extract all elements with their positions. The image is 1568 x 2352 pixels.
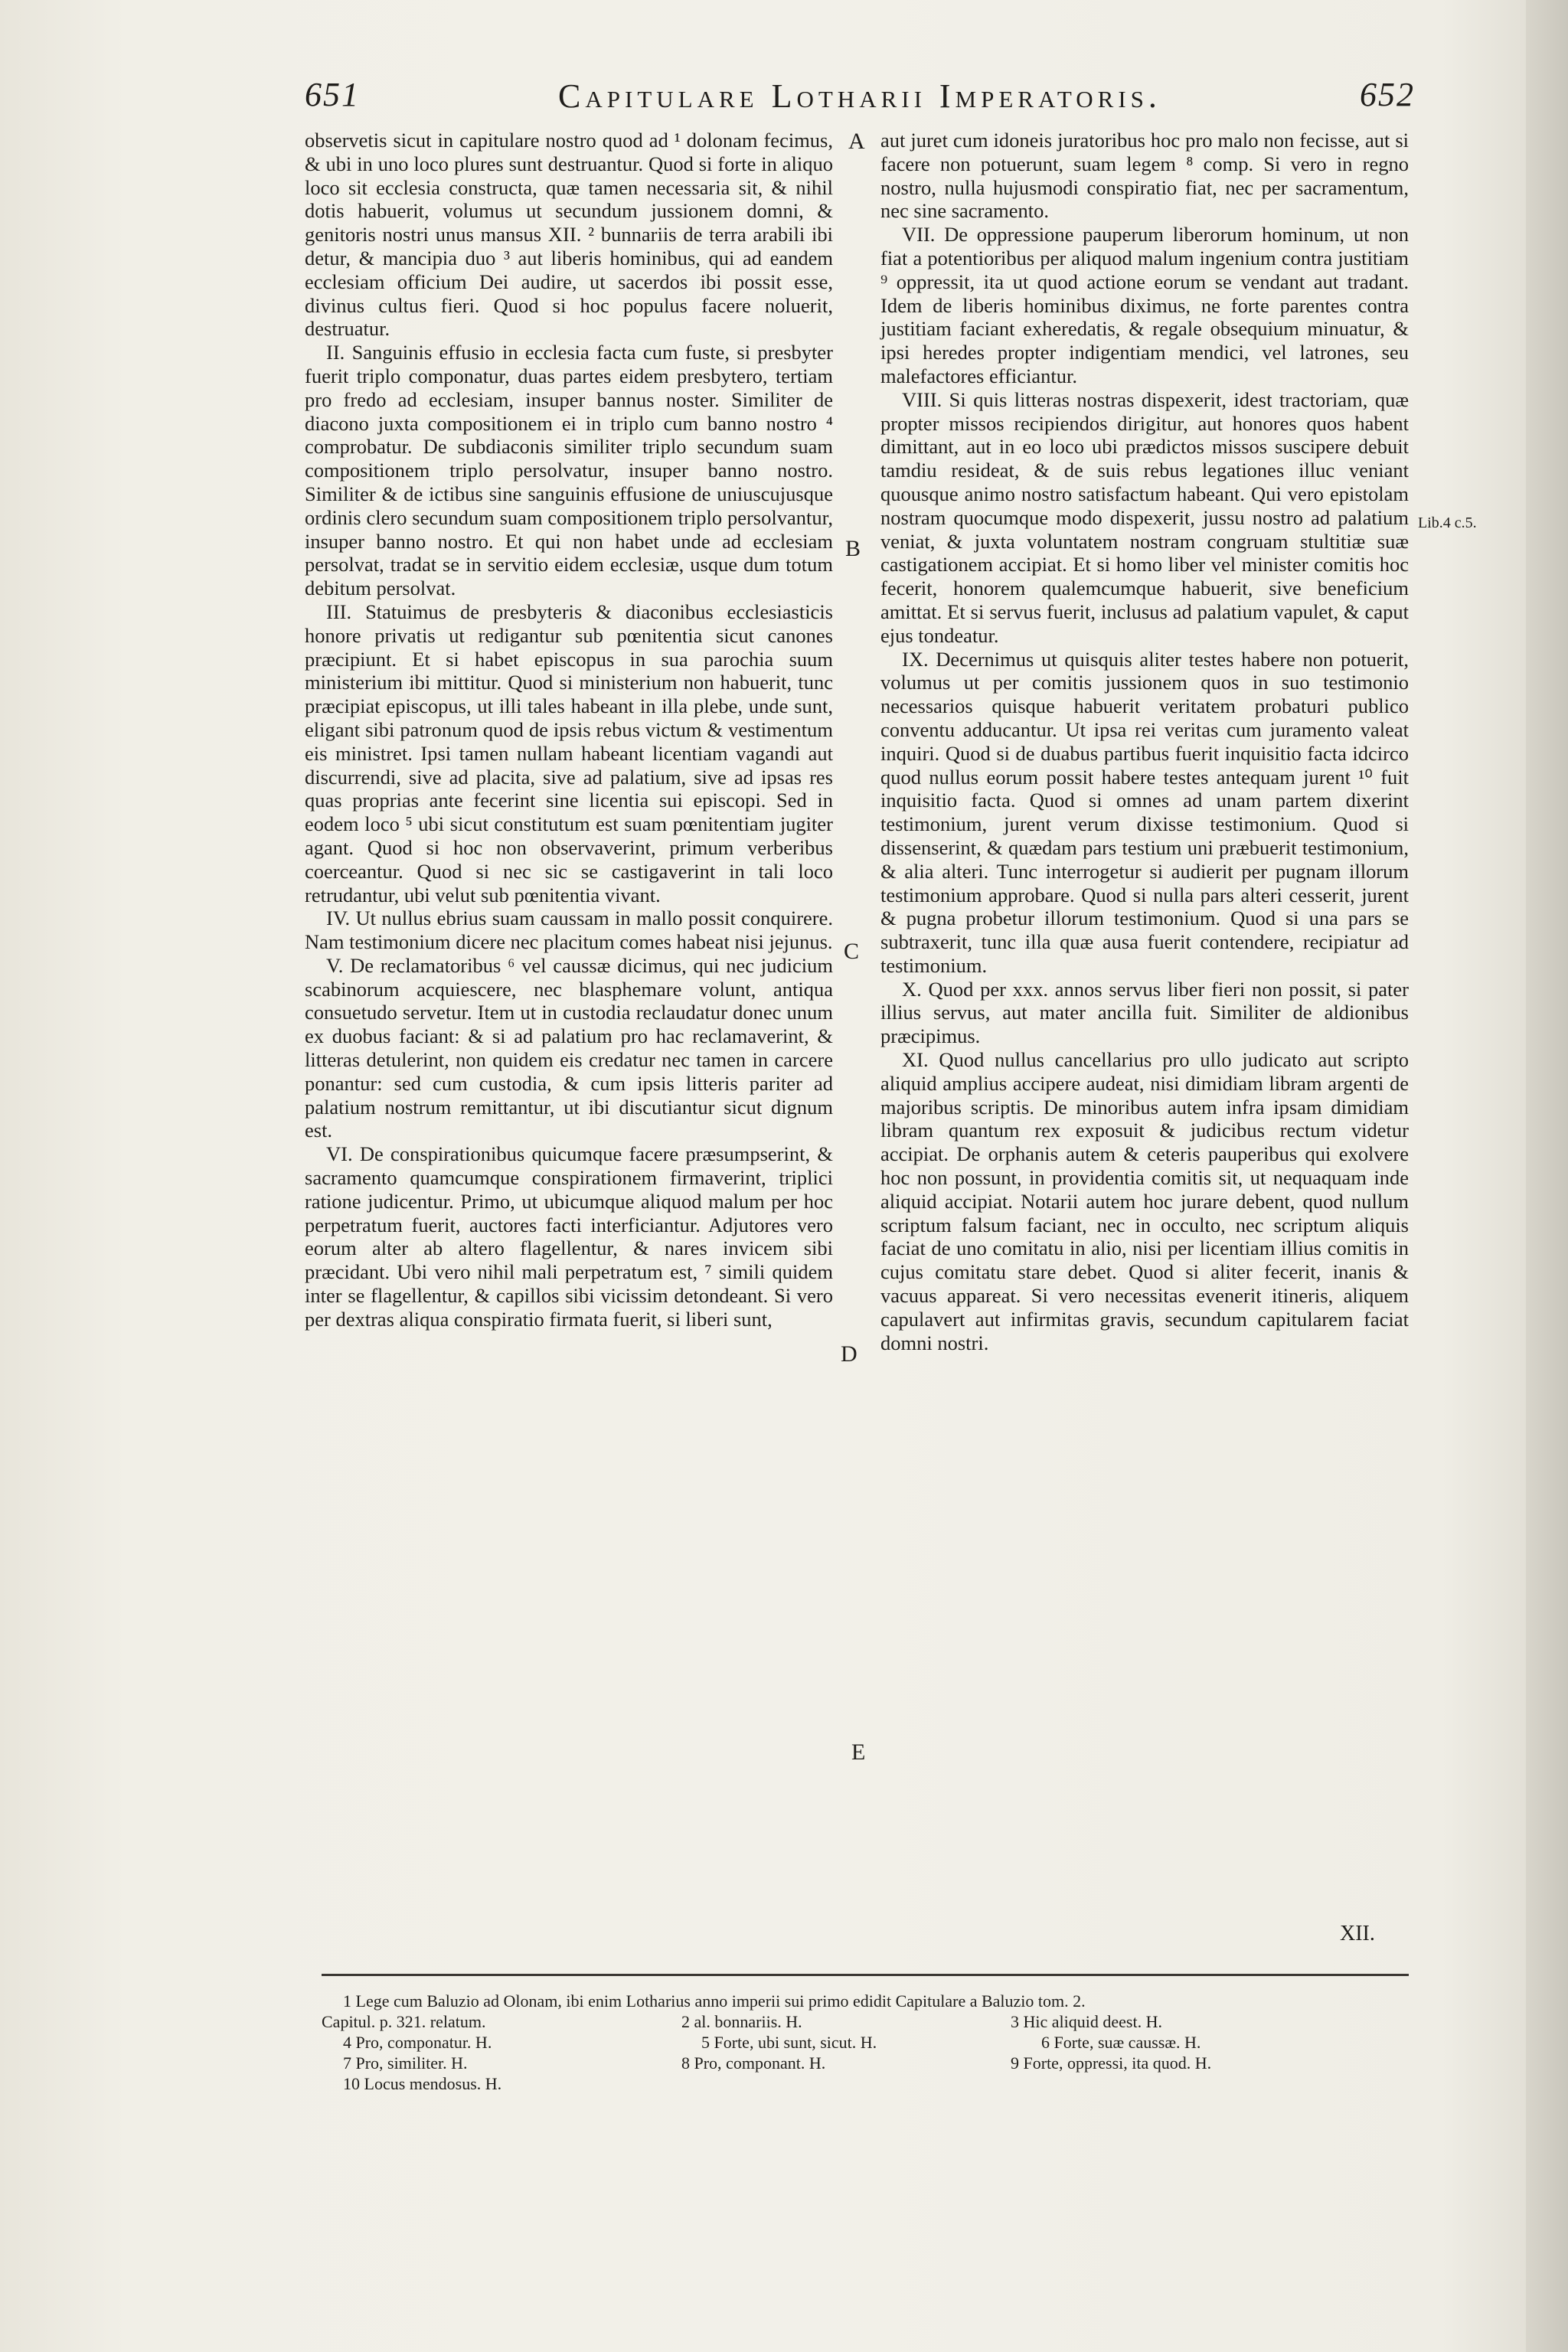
footnote-rule xyxy=(322,1974,1409,1976)
margin-letter-b: B xyxy=(845,536,861,561)
footnote: 4 Pro, componatur. H. xyxy=(343,2033,492,2052)
footnote-row xyxy=(322,1991,1409,2011)
footnote: 9 Forte, oppressi, ita quod. H. xyxy=(1011,2053,1212,2073)
footnote: Capitul. p. 321. relatum. xyxy=(322,2012,486,2031)
paragraph: V. De reclamatoribus ⁶ vel caussæ dicimus, qui nec judicium scabinorum acquiescere, nec blasphemare volunt, antiqua consuetudo servetur. Item ut in custodia reclaudatur donec unum ex duobus faciant: & si ad palatium pro hac reclamaverint, & litteras detulerint, non quidem eis credatur nec tamen in carcere ponantur: sed cum custodia, & cum ipsis litteris pariter ad palatium nostrum remittantur, ut ibi discutiantur sicut dignum est. xyxy=(305,953,833,1142)
paragraph: observetis sicut in capitulare nostro quod ad ¹ dolonam fecimus, & ubi in uno loco plures sunt destruantur. Quod si forte in aliquo loco sit ecclesia constructa, quæ tamen necessaria sit, & nihil dotis habuerit, volumus ut secundum jussionem domni, & genitoris nostri unus mansus XII. ² bunnariis de terra arabili ibi detur, & mancipia duo ³ aut liberis hominibus, qui ad eandem ecclesiam officium Dei audire, ut sacerdos ibi possit esse, divinus cultus fieri. Quod si hoc populus facere noluerit, destruatur. xyxy=(305,129,833,341)
footnote: 10 Locus mendosus. H. xyxy=(343,2074,502,2093)
left-page-number: 651 xyxy=(305,76,360,113)
margin-letter-e: E xyxy=(851,1740,866,1765)
margin-letter-d: D xyxy=(841,1341,858,1367)
paragraph: XI. Quod nullus cancellarius pro ullo judicato aut scripto aliquid amplius accipere audeat, nisi dimidiam libram argenti de majoribus scriptis. De minoribus autem infra ipsam dimidiam libram quantum rex exposuit & judicibus rectum videtur accipiat. De orphanis autem & ceteris pauperibus qui exolvere hoc non possunt, in providentia comitis sit, ut nequaquam inde aliquid accipiat. Notarii autem hoc jurare debent, quod nullum scriptum falsum faciant, nec in occulto, nec scriptum aliquis faciat de uno comitatu in alio, nisi per licentiam illius comitis in cujus comitatu stare debet. Quod si aliter fecerit, inanis & vacuus appareat. Si vero necessitas evenerit itineris, aliquem capulavert aut infirmitas gravis, secundum capitularem faciat domni nostri. xyxy=(880,1048,1409,1354)
left-column xyxy=(305,129,833,1331)
right-column xyxy=(880,129,1409,1354)
page-title: Capitulare Lotharii Imperatoris. xyxy=(558,77,1161,115)
footnote-row xyxy=(322,2032,1409,2053)
paragraph: VIII. Si quis litteras nostras dispexerit, idest tractoriam, quæ propter missos recipiendos dirigitur, aut honores quos habent dimittant, aut in eo loco ubi prædictos missos suscipere debuit tamdiu resideat, & de suis rebus legationes illuc veniant quousque animo nostro satisfactum habeant. Qui vero epistolam nostram quocumque modo dispexerit, jussu nostro ad palatium veniat, & juxta voluntatem nostram congruam stultitiæ suæ castigationem accipiat. Et si homo liber vel minister comitis hoc fecerit, honorem qualemcumque habuerit, sive beneficium amittat. Et si servus fuerit, inclusus ad palatium vapulet, & caput ejus tondeatur. xyxy=(880,387,1409,647)
paragraph: III. Statuimus de presbyteris & diaconibus ecclesiasticis honore privatis ut redigantur sub pœnitentia sicut canones præcipiunt. Et si habet episcopus in sua parochia suum ministerium ibi mittitur. Quod si ministerium non habuerit, tunc præcipiat episcopus, ut illi tales habeant in illa plebe, unde sunt, eligant sibi patronum quod de ipsis rebus victum & vestimentum eis ministret. Ipsi tamen nullam habeant licentiam vagandi aut discurrendi, sive ad placita, sive ad palatium, sive ad ipsas res quas proprias ante fecerint sine licentia sui episcopi. Sed in eodem loco ⁵ ubi sicut constitutum est suam pœnitentiam jugiter agant. Quod si hoc non observaverint, primum verberibus coerceantur. Quod si nec sic se castigaverint in tali loco retrudantur, ubi velut sub pœnitentia vivant. xyxy=(305,599,833,906)
footnote-row xyxy=(322,2053,1409,2073)
running-header xyxy=(305,75,1415,121)
footnotes xyxy=(322,1991,1409,2094)
right-page-number: 652 xyxy=(1360,76,1415,113)
paragraph: IV. Ut nullus ebrius suam caussam in mallo possit conquirere. Nam testimonium dicere nec placitum comes habeat nisi jejunus. xyxy=(305,906,833,954)
footnote: 6 Forte, suæ caussæ. H. xyxy=(1041,2033,1201,2052)
footnote: 1 Lege cum Baluzio ad Olonam, ibi enim Lotharius anno imperii sui primo edidit Capitulare a Baluzio tom. 2. xyxy=(343,1991,1086,2011)
paragraph: IX. Decernimus ut quisquis aliter testes habere non potuerit, volumus ut per comitis jussionem quos in suo testimonio necessarios quisque habuerit veritatem probaturi publico conventu adducantur. Ut ipsa rei veritas cum juramento valeat inquiri. Quod si de duabus partibus fuerit inquisitio facta idcirco quod nullus eorum possit habere testes antequam jurent ¹⁰ fuit inquisitio facta. Quod si omnes ad unam partem dixerint testimonium, jurent verum dixisse testimonium. Quod si dissenserint, & quædam pars testium uni præbuerit testimonium, & alia alteri. Tunc interrogetur si audierit per pugnam illorum testimonium approbare. Quod si nulla pars alteri cesserit, jurent & pugna probetur illorum testimonium. Quod si una pars se subtraxerit, tunc illa quæ ausa fuerit contendere, recipiatur ad testimonium. xyxy=(880,647,1409,977)
page-edge xyxy=(1526,0,1568,2352)
margin-letter-a: A xyxy=(848,129,865,154)
paragraph: VI. De conspirationibus quicumque facere præsumpserint, & sacramento quamcumque conspirationem firmaverint, triplici ratione judicentur. Primo, ut ubicumque aliquod malum per hoc perpetratum fuerit, auctores facti interficiantur. Adjutores vero eorum alter ab altero flagellentur, & nares invicem sibi præcidant. Ubi vero nihil mali perpetratum est, ⁷ simili quidem inter se flagellentur, & capillos sibi vicissim detondeant. Si vero per dextras aliqua conspiratio firmata fuerit, si liberi sunt, xyxy=(305,1142,833,1331)
footnote: 8 Pro, componant. H. xyxy=(681,2053,826,2073)
catchword: XII. xyxy=(1340,1922,1375,1945)
margin-letter-c: C xyxy=(844,939,860,964)
paragraph: aut juret cum idoneis juratoribus hoc pro malo non fecisse, aut si facere non potuerunt, suam legem ⁸ comp. Si vero in regno nostro, nulla hujusmodi conspiratio fiat, nec per sacramentum, nec sine sacramento. xyxy=(880,129,1409,223)
footnote-row xyxy=(322,2011,1409,2032)
paragraph: X. Quod per xxx. annos servus liber fieri non possit, si pater illius servus, aut mater ancilla fuit. Similiter de aldionibus præcipimus. xyxy=(880,977,1409,1048)
footnote: 3 Hic aliquid deest. H. xyxy=(1011,2012,1162,2031)
side-note: Lib.4 c.5. xyxy=(1418,514,1477,531)
footnote: 5 Forte, ubi sunt, sicut. H. xyxy=(701,2033,877,2052)
paragraph: II. Sanguinis effusio in ecclesia facta cum fuste, si presbyter fuerit triplo componatur, duas partes eidem presbytero, tertiam pro fredo ad ecclesiam, insuper bannus noster. Similiter de diacono juxta compositionem ei in triplo cum banno nostro ⁴ comprobatur. De subdiaconis similiter triplo secundum suam compositionem triplo persolvatur, insuper banno nostro. Similiter & de ictibus sine sanguinis effusione de uniuscujusque ordinis clero secundum suam compositionem triplo persolvantur, insuper banno nostro. Et qui non habet unde ad ecclesiam persolvat, tradat se in servitio eidem ecclesiæ, usque dum totum debitum persolvat. xyxy=(305,341,833,600)
footnote: 7 Pro, similiter. H. xyxy=(343,2053,468,2073)
footnote: 2 al. bonnariis. H. xyxy=(681,2012,802,2031)
paragraph: VII. De oppressione pauperum liberorum hominum, ut non fiat a potentioribus per aliquod malum ingenium contra justitiam ⁹ oppressit, ita ut quod actione eorum se vendant aut tradant. Idem de liberis hominibus diximus, ne forte parentes contra justitiam faciant exheredatis, & regale obsequium minuatur, & ipsi heredes propter indigentiam mendici, vel latrones, seu malefactores efficiantur. xyxy=(880,223,1409,387)
footnote-row xyxy=(322,2073,1409,2094)
